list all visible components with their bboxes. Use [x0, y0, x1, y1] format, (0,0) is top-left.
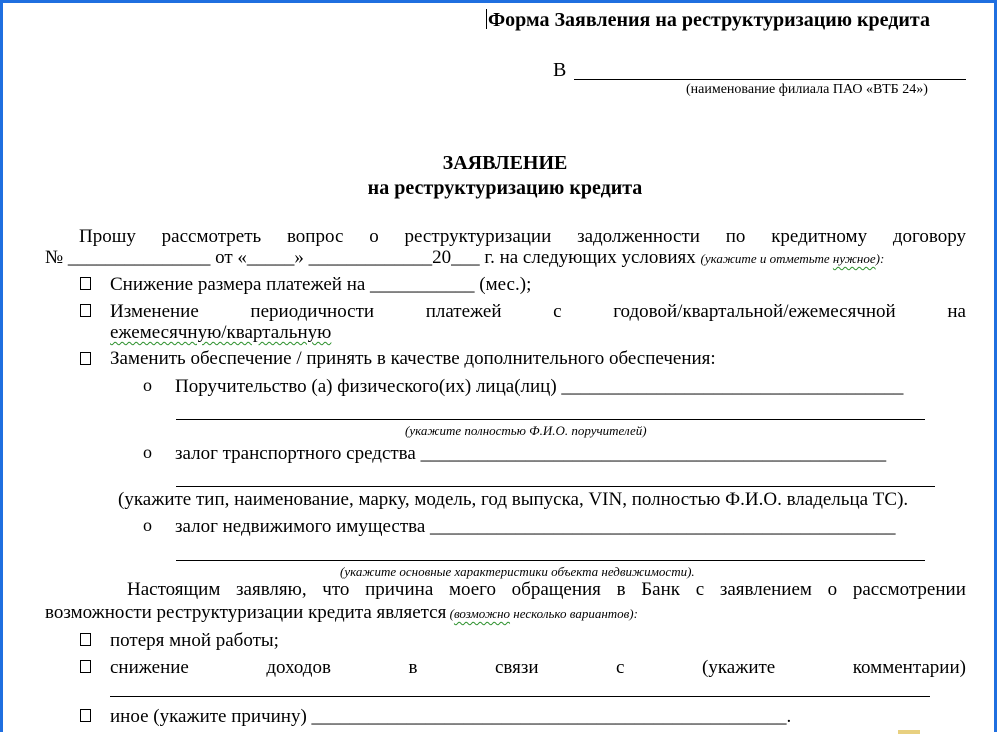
- reasons-intro-line-1: Настоящим заявляю, что причина моего обращения в Банк с заявлением о рассмотрении: [127, 579, 966, 600]
- guarantee-underline: [176, 419, 925, 420]
- bullet-vehicle: o: [143, 442, 152, 462]
- checkbox-other-reason[interactable]: [80, 709, 91, 727]
- bullet-guarantee: o: [143, 375, 152, 395]
- vehicle-underline: [176, 486, 935, 487]
- intro-line-2: № _______________ от «_____» _____________20___ г. на следующих условиях (укажите и отметьте нужное):: [45, 247, 885, 268]
- income-drop-underline: [110, 696, 930, 697]
- text-cursor: [486, 9, 487, 29]
- reason-other: иное (укажите причину) __________________________________________________.: [110, 706, 792, 727]
- checkbox-income-drop[interactable]: [80, 660, 91, 678]
- corner-marker: [898, 730, 920, 734]
- guarantee-caption: (укажите полностью Ф.И.О. поручителей): [405, 423, 647, 438]
- real-estate-underline: [176, 560, 925, 561]
- recipient-line: [553, 59, 566, 82]
- real-estate-caption: (укажите основные характеристики объекта недвижимости).: [340, 564, 695, 579]
- document-subtitle: на реструктуризацию кредита: [367, 177, 643, 199]
- sub-option-real-estate: залог недвижимого имущества _________________________________________________: [175, 516, 896, 537]
- checkbox-change-frequency[interactable]: [80, 304, 91, 322]
- checkbox-job-loss[interactable]: [80, 633, 91, 651]
- option-change-frequency: Изменение периодичности платежей с годовой/квартальной/ежемесячной на: [110, 301, 966, 322]
- sub-option-vehicle: залог транспортного средства _________________________________________________: [175, 443, 887, 464]
- reason-job-loss: потеря мной работы;: [110, 630, 279, 651]
- document-title: ЗАЯВЛЕНИЕ: [442, 152, 568, 174]
- reasons-intro-line-2: возможности реструктуризации кредита является (возможно несколько вариантов):: [45, 602, 638, 623]
- intro-line-1: Прошу рассмотреть вопрос о реструктуризации задолженности по кредитному договору: [79, 226, 966, 247]
- option-reduce-payments: Снижение размера платежей на ___________ (мес.);: [110, 274, 532, 295]
- option-change-frequency-cont: ежемесячную/квартальную: [110, 322, 332, 343]
- recipient-caption: (наименование филиала ПАО «ВТБ 24»): [686, 82, 928, 97]
- option-replace-collateral: Заменить обеспечение / принять в качестве дополнительного обеспечения:: [110, 348, 716, 369]
- bullet-real-estate: o: [143, 515, 152, 535]
- sub-option-guarantee: Поручительство (а) физического(их) лица(лиц) ____________________________________: [175, 376, 904, 397]
- recipient-prefix: В: [553, 59, 567, 81]
- form-title: Форма Заявления на реструктуризацию кредита: [488, 9, 931, 31]
- vehicle-caption: (укажите тип, наименование, марку, модель, год выпуска, VIN, полностью Ф.И.О. владельца ТС).: [118, 489, 909, 510]
- checkbox-replace-collateral[interactable]: [80, 352, 91, 370]
- checkbox-reduce-payments[interactable]: [80, 277, 91, 295]
- recipient-underline: [574, 79, 966, 80]
- reason-income-drop: снижение доходов в связи с (укажите комментарии): [110, 657, 966, 678]
